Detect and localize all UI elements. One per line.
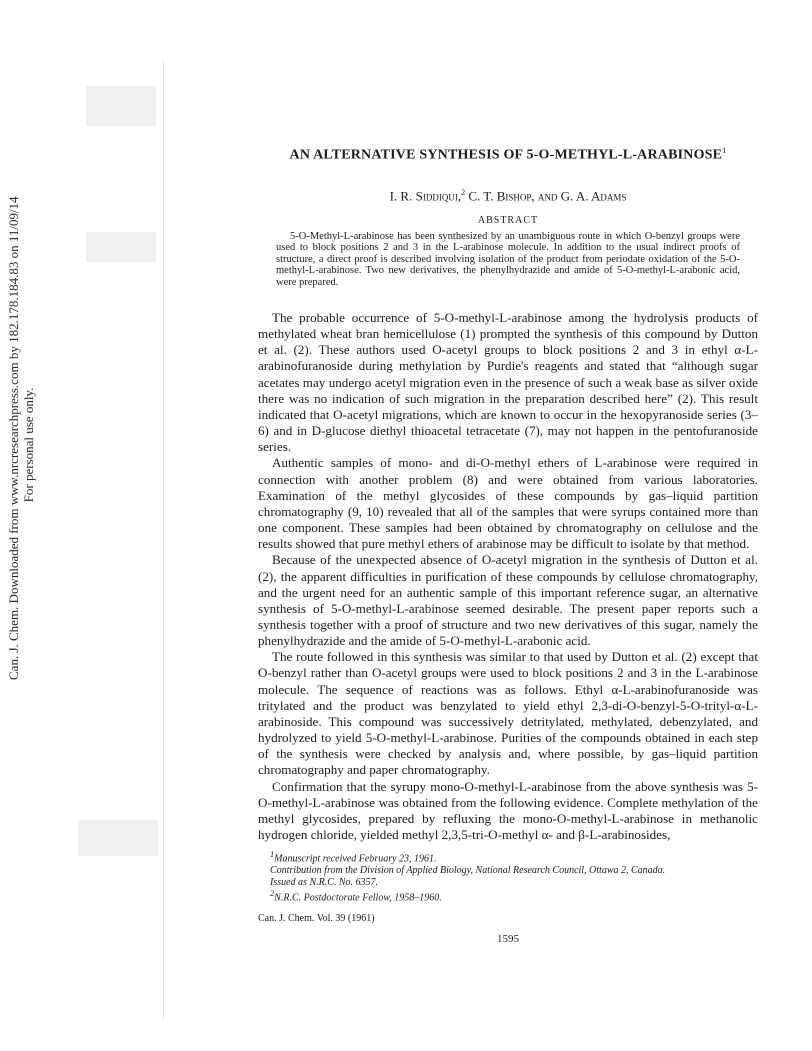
footnote-1-contribution: Contribution from the Division of Applied Biology, National Research Council, Ottawa 2, Canada. [270, 865, 666, 877]
scan-noise [86, 232, 156, 262]
body-paragraph: The probable occurrence of 5-O-methyl-L-arabinose among the hydrolysis products of methylated wheat bran hemicellulose (1) prompted the synthesis of this compound by Dutton et al. (2). These authors used O-acetyl groups to block positions 2 and 3 in ethyl α-L-arabinofuranoside during methylation by Purdie's reagents and stated that “although sugar acetates may undergo acetyl migration even in the presence of such a weak base as silver oxide there was no indication of such migration in the preparation described here” (2). This result indicated that O-acetyl migrations, which are known to occur in the hexopyranoside series (3–6) and in D-glucose diethyl thioacetal tetracetate (7), may not happen in the pentofuranoside series. [258, 310, 758, 455]
article-title-text: AN ALTERNATIVE SYNTHESIS OF 5-O-METHYL-L-ARABINOSE [289, 147, 723, 163]
scan-noise [86, 86, 156, 126]
article-title [258, 142, 758, 165]
footnote-text: N.R.C. Postdoctorate Fellow, 1958–1960. [274, 892, 442, 904]
download-stamp-line: For personal use only. [21, 387, 36, 503]
author-name: I. R. Siddiqui, [389, 187, 462, 203]
article-page [258, 142, 758, 945]
abstract-text: 5-O-Methyl-L-arabinose has been synthesized by an unambiguous route in which O-benzyl groups were used to block positions 2 and 3 in the L-arabinose molecule. In addition to the usual indirect proofs of structure, a direct proof is described involving isolation of the product from periodate oxidation of the 5-O-methyl-L-arabinose. Two new derivatives, the phenylhydrazide and amide of 5-O-methyl-L-arabonic acid, were prepared. [276, 230, 740, 288]
author-names: C. T. Bishop, and G. A. Adams [468, 187, 627, 203]
margin-rule [163, 60, 164, 1020]
body-paragraph: The route followed in this synthesis was similar to that used by Dutton et al. (2) except that O-benzyl rather than O-acetyl groups were used to block positions 2 and 3 in the L-arabinose molecule. The sequence of reactions was as follows. Ethyl α-L-arabinofuranoside was tritylated and the product was benzylated to yield ethyl 2,3-di-O-benzyl-5-O-trityl-α-L-arabinoside. This compound was successively detritylated, methylated, debenzylated, and hydrolyzed to yield 5-O-methyl-L-arabinose. Purities of the compounds obtained in each step of the synthesis were checked by analysis and, where possible, by gas–liquid partition chromatography and paper chromatography. [258, 649, 758, 778]
journal-reference: Can. J. Chem. Vol. 39 (1961) [258, 913, 375, 925]
footnote-mark: 1 [722, 146, 727, 155]
scan-noise [78, 820, 158, 856]
footnote-mark: 2 [270, 889, 275, 899]
footnote-mark: 1 [270, 850, 275, 860]
download-stamp [6, 196, 62, 680]
body-paragraph: Authentic samples of mono- and di-O-methyl ethers of L-arabinose were required in connection with another problem (8) and were obtained from various laboratories. Examination of the methyl glycosides of these compounds by gas–liquid partition chromatography (9, 10) revealed that all of the samples that were syrups contained more than one component. These samples had been obtained by chromatography on cellulose and the results showed that pure methyl ethers of arabinose may be difficult to isolate by that method. [258, 455, 758, 552]
download-stamp-line: Can. J. Chem. Downloaded from www.nrcresearchpress.com by 182.178.184.83 on 11/09/14 [6, 196, 21, 680]
footnotes [258, 849, 758, 904]
footnote-text: Manuscript received February 23, 1961. [274, 853, 437, 865]
page-number: 1595 [497, 933, 519, 946]
body-paragraph: Confirmation that the syrupy mono-O-methyl-L-arabinose from the above synthesis was 5-O-methyl-L-arabinose was obtained from the following evidence. Complete methylation of the methyl glycosides, prepared by refluxing the mono-O-methyl-L-arabinose in methanolic hydrogen chloride, yielded methyl 2,3,5-tri-O-methyl α- and β-L-arabinosides, [258, 778, 758, 843]
abstract-heading: ABSTRACT [477, 214, 539, 226]
footnote-1-issued: Issued as N.R.C. No. 6357. [270, 876, 379, 888]
body-paragraph: Because of the unexpected absence of O-acetyl migration in the synthesis of Dutton et al. (2), the apparent difficulties in purification of these compounds by cellulose chromatography, and the urgent need for an authentic sample of this important reference sugar, an alternative synthesis of 5-O-methyl-L-arabinose seemed desirable. The present paper reports such a synthesis together with a proof of structure and two new derivatives of this sugar, namely the phenylhydrazide and the amide of 5-O-methyl-L-arabonic acid. [258, 552, 758, 649]
footnote-1 [270, 849, 758, 865]
article-body [258, 310, 758, 843]
author-line [258, 185, 758, 204]
footnote-mark: 2 [461, 187, 466, 197]
footnote-2 [270, 888, 758, 904]
